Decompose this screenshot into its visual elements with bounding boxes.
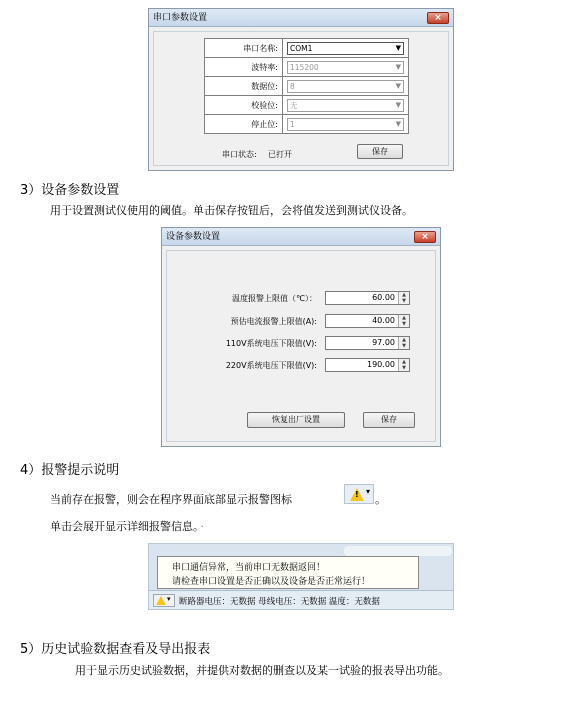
section4-line2 — [50, 518, 204, 534]
port-label: 串口名称: — [205, 39, 283, 58]
v110-limit-input[interactable]: 97.00 ▲ ▼ — [325, 336, 410, 350]
serial-settings-window — [148, 8, 454, 171]
section4-line1-end: 。 — [375, 493, 386, 506]
chevron-down-icon: ▼ — [395, 100, 401, 109]
warning-icon — [156, 596, 166, 605]
spinner-arrows-icon[interactable]: ▲ ▼ — [398, 359, 409, 371]
serial-status-label: 串口状态: — [222, 150, 257, 159]
serial-save-button[interactable]: 保存 — [357, 144, 403, 159]
spinner-arrows-icon[interactable]: ▲ ▼ — [398, 292, 409, 304]
serial-status-value: 已打开 — [268, 150, 292, 159]
alarm-status-bar — [149, 590, 453, 609]
warning-icon-glyph: ! — [355, 490, 359, 499]
current-limit-label: 预估电流报警上限值(A): — [230, 317, 317, 326]
section4-heading: 4）报警提示说明 — [20, 463, 120, 478]
device-window-titlebar — [162, 228, 440, 246]
databits-select: 8 ▼ — [287, 80, 404, 93]
warning-icon-button[interactable] — [344, 484, 374, 504]
reset-factory-button[interactable]: 恢复出厂设置 — [247, 412, 345, 428]
port-select[interactable]: COM1 ▼ — [287, 42, 404, 55]
v220-limit-input[interactable]: 190.00 ▲ ▼ — [325, 358, 410, 372]
alarm-message-1: 串口通信异常，当前串口无数据返回！ — [172, 563, 326, 573]
chevron-down-icon: ▼ — [395, 43, 401, 52]
serial-row-databits — [205, 77, 409, 96]
section5-desc: 用于显示历史试验数据，并提供对数据的删查以及某一试验的报表导出功能。 — [75, 664, 449, 677]
serial-form-table — [204, 38, 409, 134]
alarm-message-2: 请检查串口设置是否正确以及设备是否正常运行！ — [172, 577, 371, 587]
section4-line2-mark: · — [200, 520, 204, 533]
device-window-title: 设备参数设置 — [166, 232, 221, 242]
device-settings-window — [161, 227, 441, 447]
serial-window-client — [153, 31, 449, 166]
spinner-arrows-icon[interactable]: ▲ ▼ — [398, 315, 409, 327]
stopbits-label: 停止位: — [205, 115, 283, 134]
serial-window-titlebar — [149, 9, 453, 27]
serial-row-baud — [205, 58, 409, 77]
temp-limit-input[interactable]: 60.00 ▲ ▼ — [325, 291, 410, 305]
databits-label: 数据位: — [205, 77, 283, 96]
chevron-down-icon: ▾ — [167, 595, 171, 603]
section4-line1-text: 当前存在报警，则会在程序界面底部显示报警图标 — [50, 493, 292, 506]
chevron-down-icon: ▼ — [395, 119, 401, 128]
v110-limit-label: 110V系统电压下限值(V): — [225, 339, 317, 348]
alarm-status-warning-button[interactable] — [153, 594, 175, 607]
close-icon[interactable]: × — [427, 12, 449, 24]
close-icon[interactable]: × — [414, 231, 436, 243]
section3-heading: 3）设备参数设置 — [20, 183, 120, 198]
section4-line1 — [50, 491, 292, 507]
chevron-down-icon: ▼ — [395, 81, 401, 90]
temp-limit-label: 温度报警上限值（℃）： — [232, 294, 317, 303]
alarm-popup-screenshot — [148, 543, 454, 610]
parity-select: 无 ▼ — [287, 99, 404, 112]
section4-line2-text: 单击会展开显示详细报警信息。 — [50, 520, 199, 533]
chevron-down-icon: ▼ — [395, 62, 401, 71]
serial-row-port — [205, 39, 409, 58]
baud-label: 波特率: — [205, 58, 283, 77]
alarm-message-box — [157, 556, 419, 589]
alarm-background-strip — [344, 546, 452, 556]
parity-label: 校验位: — [205, 96, 283, 115]
stopbits-select: 1 ▼ — [287, 118, 404, 131]
section3-desc: 用于设置测试仪使用的阈值。单击保存按钮后，会将值发送到测试仪设备。 — [50, 204, 413, 217]
device-window-client — [166, 250, 436, 442]
spinner-arrows-icon[interactable]: ▲ ▼ — [398, 337, 409, 349]
serial-row-parity — [205, 96, 409, 115]
serial-row-stopbits — [205, 115, 409, 134]
baud-select: 115200 ▼ — [287, 61, 404, 74]
v220-limit-label: 220V系统电压下限值(V): — [225, 361, 317, 370]
chevron-down-icon: ▾ — [366, 487, 371, 496]
section5-heading: 5）历史试验数据查看及导出报表 — [20, 642, 211, 657]
device-save-button[interactable]: 保存 — [363, 412, 415, 428]
serial-window-title: 串口参数设置 — [153, 13, 208, 23]
alarm-status-text: 断路器电压：无数据 母线电压：无数据 温度：无数据 — [179, 597, 380, 607]
current-limit-input[interactable]: 40.00 ▲ ▼ — [325, 314, 410, 328]
